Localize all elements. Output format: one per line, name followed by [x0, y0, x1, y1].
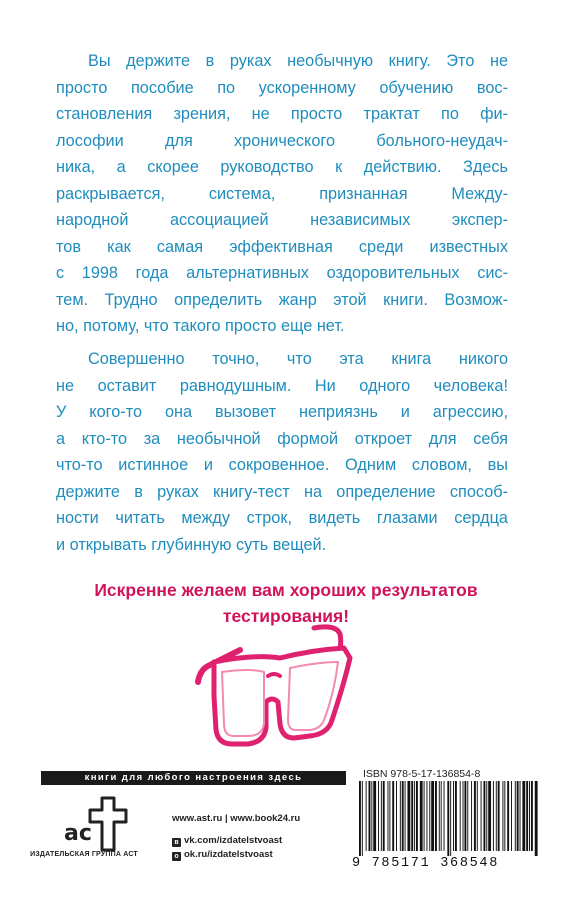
barcode-bar: [366, 781, 367, 851]
text-line: держите в руках книгу-тест на определение способ-: [56, 482, 508, 501]
barcode-bar: [378, 781, 379, 851]
pink-glasses-icon: [194, 624, 366, 748]
barcode-bar: [453, 781, 454, 851]
barcode-bar: [450, 781, 451, 857]
wish-heading: [40, 577, 532, 629]
barcode-bar: [371, 781, 372, 851]
barcode-bar: [429, 781, 430, 851]
wish-line-2: тестирования!: [222, 606, 350, 626]
text-line: народной ассоциацией независимых экспер-: [56, 211, 508, 229]
ok-icon: о: [172, 852, 181, 861]
barcode-bar: [526, 781, 528, 851]
barcode-bar: [511, 781, 512, 851]
barcode-bar: [496, 781, 497, 851]
description-paragraph-1: [56, 48, 508, 340]
barcode-bar: [483, 781, 485, 851]
text-line: с 1998 года альтернативных оздоровительных сис-: [56, 264, 508, 282]
text-line: У кого-то она вызовет неприязнь и агрессию,: [56, 403, 508, 421]
barcode-bar: [420, 781, 423, 851]
barcode-bar: [488, 781, 491, 851]
barcode-bar: [522, 781, 525, 851]
barcode-bar: [493, 781, 494, 851]
barcode-bar: [455, 781, 457, 851]
barcode-bar: [426, 781, 427, 851]
barcode-bar: [504, 781, 505, 851]
barcode-bar: [389, 781, 390, 851]
text-line: ника, а скорее руководство к действию. Здесь: [56, 158, 508, 176]
vk-url: vk.com/izdatelstvoast: [184, 835, 283, 846]
barcode-bar: [383, 781, 385, 851]
barcode-bar: [467, 781, 468, 851]
text-line: Совершенно точно, что эта книга никого: [88, 350, 508, 368]
barcode-bar: [439, 781, 440, 851]
barcode-bar: [388, 781, 389, 851]
text-line: ности читать между строк, видеть глазами сердца: [56, 509, 508, 527]
barcode-bar: [373, 781, 376, 851]
text-line: Вы держите в руках необычную книгу. Это не: [88, 52, 508, 70]
svg-text:ас: ас: [64, 821, 92, 846]
barcode-bar: [431, 781, 434, 851]
isbn-number: ISBN 978-5-17-136854-8: [363, 768, 481, 780]
barcode-bar: [498, 781, 500, 851]
text-line: не оставит равнодушным. Ни одного человека!: [56, 376, 508, 395]
barcode-bar: [369, 781, 371, 851]
ok-url: ok.ru/izdatelstvoast: [184, 849, 273, 860]
barcode-bar: [520, 781, 521, 851]
barcode-bar: [396, 781, 397, 851]
text-line: раскрывается, система, признанная Между-: [56, 184, 508, 203]
ok-link[interactable]: [172, 849, 273, 861]
text-line: и открывать глубинную суть вещей.: [56, 535, 327, 554]
barcode-bar: [435, 781, 437, 851]
barcode-bar: [359, 781, 361, 857]
barcode-bar: [486, 781, 487, 851]
barcode-bar: [474, 781, 476, 851]
barcode-bar: [402, 781, 404, 851]
ast-logo-icon: [58, 796, 138, 852]
slogan-ribbon: книги для любого настроения здесь: [41, 771, 346, 785]
text-line: тов как самая эффективная среди известных: [56, 237, 508, 256]
text-line: что-то истинное и сокровенное. Одним словом, вы: [56, 456, 508, 474]
barcode-bar: [531, 781, 533, 851]
description-paragraph-2: [56, 346, 508, 558]
publisher-name: ИЗДАТЕЛЬСКАЯ ГРУППА АСТ: [30, 851, 138, 858]
barcode-bar: [411, 781, 413, 851]
barcode-bar: [463, 781, 464, 851]
barcode-bar: [535, 781, 538, 857]
barcode-bar: [416, 781, 418, 851]
barcode-bar: [529, 781, 530, 851]
barcode-bar: [502, 781, 503, 851]
barcode-bar: [471, 781, 472, 851]
barcode-bar: [407, 781, 410, 851]
barcode-bar: [405, 781, 406, 851]
barcode-bar: [515, 781, 516, 851]
barcode-bar: [362, 781, 363, 857]
barcode-bar: [464, 781, 466, 851]
text-line: а кто-то за необычной формой откроет для себя: [56, 429, 508, 448]
vk-icon: в: [172, 838, 181, 847]
barcode-bar: [444, 781, 445, 851]
text-line: просто пособие по ускоренному обучению вос-: [56, 78, 508, 97]
barcode-bar: [441, 781, 442, 851]
text-line: становления зрения, не просто трактат по фи-: [56, 105, 508, 123]
barcode-bar: [414, 781, 415, 851]
barcode-bar: [381, 781, 382, 851]
barcode-bar: [507, 781, 509, 851]
barcode: [355, 781, 541, 857]
wish-line-1: Искренне желаем вам хороших результатов: [94, 580, 478, 600]
barcode-bar: [460, 781, 461, 851]
barcode-bar: [400, 781, 401, 851]
text-line: лософии для хронического больного-неудач-: [56, 131, 508, 150]
barcode-bar: [517, 781, 519, 851]
barcode-bar: [392, 781, 394, 851]
barcode-bar: [481, 781, 482, 851]
barcode-digits: 9 785171 368548: [352, 856, 538, 871]
vk-link[interactable]: [172, 835, 282, 847]
text-line: тем. Трудно определить жанр этой книги. Возмож-: [56, 290, 508, 309]
barcode-bar: [477, 781, 478, 851]
barcode-bar: [447, 781, 449, 857]
text-line: но, потому, что такого просто еще нет.: [56, 317, 345, 335]
barcode-bar: [424, 781, 425, 851]
websites-link[interactable]: www.ast.ru | www.book24.ru: [172, 813, 301, 824]
